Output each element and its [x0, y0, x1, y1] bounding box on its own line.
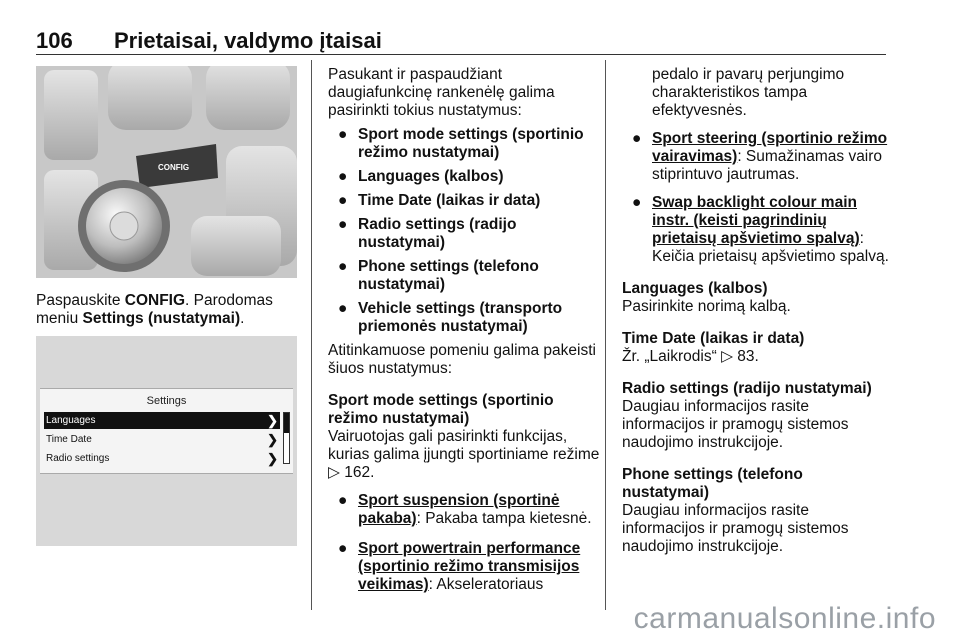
list-item-text: Radio settings (radijo nustatymai) — [358, 216, 517, 251]
page-header — [36, 24, 886, 55]
bullet-icon: ● — [338, 216, 348, 233]
caption-paragraph — [36, 292, 298, 328]
section-text — [328, 428, 600, 482]
menu-item-label: Time Date — [46, 434, 92, 445]
list-item — [328, 258, 600, 294]
bullet-icon: ● — [338, 192, 348, 209]
sport-text: Vairuotojas gali pasirinkti funkcijas, kurias galima įjungti sportiniame režime — [328, 428, 600, 463]
bullet-icon: ● — [338, 168, 348, 185]
list-item — [328, 216, 600, 252]
menu-item-languages — [44, 412, 280, 429]
list-item-text: Time Date (laikas ir data) — [358, 192, 541, 209]
section-heading: Time Date (laikas ir data) — [622, 330, 805, 347]
sport-list-continued — [622, 130, 890, 266]
menu-item-label: Radio settings — [46, 453, 110, 464]
menu-scrollbar — [283, 412, 290, 464]
list-item-desc: : Sumažinamas vairo stiprintuvo jautrumas. — [652, 148, 883, 183]
section-heading: Sport mode settings (sportinio režimo nustatymai) — [328, 392, 554, 427]
column-divider-1 — [311, 60, 312, 610]
console-photo — [36, 66, 297, 278]
chevron-right-icon: ❯ — [267, 413, 278, 428]
section-heading: Phone settings (telefono nustatymai) — [622, 466, 803, 501]
list-item-term: Sport powertrain performance (sportinio režimo transmisijos veikimas) — [358, 540, 581, 593]
menu-item-time-date — [44, 431, 280, 448]
config-button-label: CONFIG — [158, 163, 190, 172]
settings-menu-title: Settings — [146, 395, 187, 407]
list-item — [622, 194, 890, 266]
page-reference: 83. — [737, 348, 759, 365]
caption-settings: Settings (nustatymai) — [82, 310, 241, 327]
column-divider-2 — [605, 60, 606, 610]
bullet-icon: ● — [338, 300, 348, 317]
page-reference-arrow-icon: ▷ — [328, 464, 340, 481]
list-item — [328, 192, 600, 210]
console-illustration — [36, 66, 297, 278]
list-item — [328, 300, 600, 336]
settings-screen-illustration — [36, 336, 297, 546]
column-2 — [328, 66, 600, 594]
list-item-term: Sport steering (sportinio režimo vairavimas) — [652, 130, 888, 165]
list-item-term: Sport suspension (sportinė pakaba) — [358, 492, 560, 527]
continued-paragraph: pedalo ir pavarų perjungimo charakteristikos tampa efektyvesnės. — [652, 66, 845, 119]
list-item — [328, 492, 600, 528]
chevron-right-icon: ❯ — [267, 451, 278, 466]
caption-text-1: Paspauskite — [36, 292, 125, 309]
bullet-icon: ● — [338, 126, 348, 143]
scrollbar-thumb — [284, 413, 289, 433]
section-heading: Radio settings (radijo nustatymai) — [622, 380, 872, 397]
section-heading: Languages (kalbos) — [622, 280, 768, 297]
caption-text-2: . Parodomas meniu — [36, 292, 273, 327]
after-list-paragraph: Atitinkamuose pomeniu galima pakeisti šiuos nustatymus: — [328, 342, 596, 377]
list-item-text: Languages (kalbos) — [358, 168, 504, 185]
chevron-right-icon: ❯ — [267, 432, 278, 447]
bullet-icon: ● — [338, 540, 348, 557]
bullet-icon: ● — [338, 258, 348, 275]
section-text: Daugiau informacijos rasite informacijos ir pramogų sistemos naudojimo instrukcijoje. — [622, 502, 849, 555]
page-reference-arrow-icon: ▷ — [721, 348, 733, 365]
list-item-term: Swap backlight colour main instr. (keisti pagrindinių prietaisų apšvietimo spalvą) — [652, 194, 860, 247]
list-item-desc: : Akseleratoriaus — [428, 576, 544, 593]
list-item-desc: : Pakaba tampa kietesnė. — [416, 510, 592, 527]
caption-text-3: . — [240, 310, 245, 327]
section-text: Daugiau informacijos rasite informacijos ir pramogų sistemos naudojimo instrukcijoje. — [622, 398, 849, 451]
time-date-text: Žr. „Laikrodis“ — [622, 348, 722, 365]
list-item-text: Sport mode settings (sportinio režimo nustatymai) — [358, 126, 584, 161]
bullet-icon: ● — [338, 492, 348, 509]
bullet-icon: ● — [632, 130, 642, 147]
list-item — [328, 168, 600, 186]
page-number: 106 — [36, 28, 73, 53]
menu-item-radio-settings — [44, 450, 280, 467]
list-item — [328, 126, 600, 162]
page-reference: 162. — [344, 464, 375, 481]
bullet-icon: ● — [632, 194, 642, 211]
caption-config: CONFIG — [124, 292, 186, 309]
page-title: Prietaisai, valdymo įtaisai — [114, 28, 382, 53]
caption — [36, 292, 298, 328]
list-item — [328, 540, 600, 594]
menu-item-label: Languages — [46, 415, 96, 426]
intro-paragraph: Pasukant ir paspaudžiant daugiafunkcinę rankenėlę galima pasirinkti tokius nustatymus: — [328, 66, 555, 119]
section-text — [622, 348, 890, 366]
list-item-text: Vehicle settings (transporto priemonės nustatymai) — [358, 300, 563, 335]
list-item — [622, 130, 890, 184]
list-item-text: Phone settings (telefono nustatymai) — [358, 258, 539, 293]
sport-list — [328, 492, 600, 594]
settings-list — [328, 126, 600, 336]
settings-menu — [40, 388, 293, 474]
watermark: carmanualsonline.info — [633, 602, 936, 635]
section-text: Pasirinkite norimą kalbą. — [622, 298, 791, 315]
column-3 — [622, 66, 890, 556]
list-item-desc: : Keičia prietaisų apšvietimo spalvą. — [652, 230, 889, 265]
